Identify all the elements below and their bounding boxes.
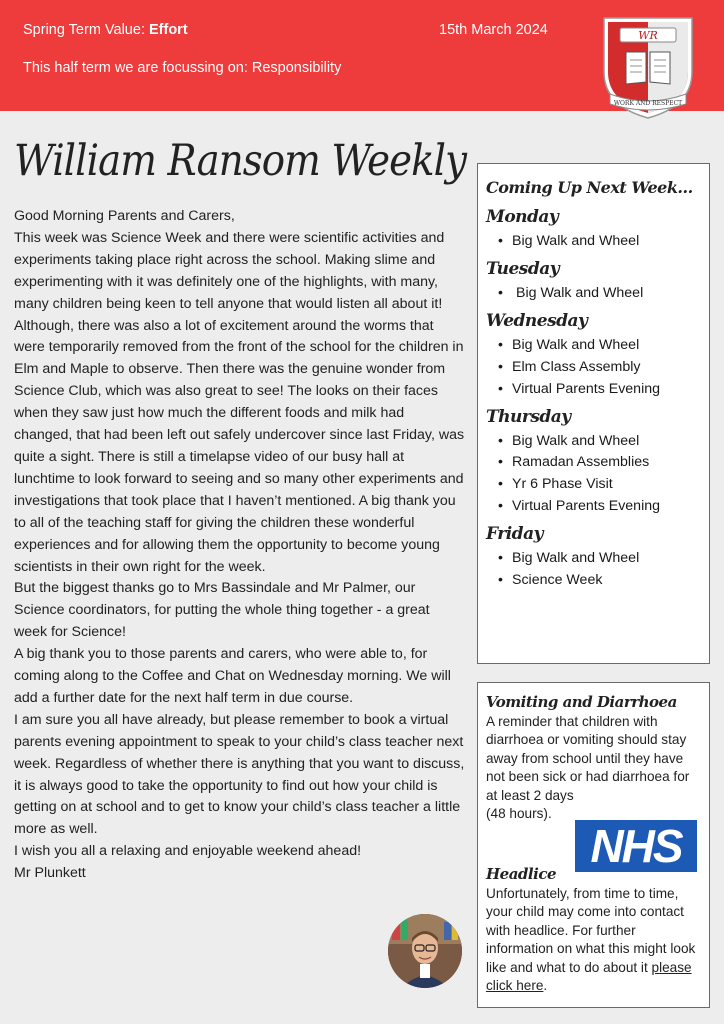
list-item: • Elm Class Assembly [498, 357, 699, 379]
day-thursday: Thursday [486, 406, 571, 427]
vomiting-heading: Vomiting and Diarrhoea [486, 693, 677, 711]
headteacher-photo [388, 914, 462, 988]
vomiting-text: A reminder that children with diarrhoea or vomiting should stay away from school until they have not been sick or had diarrhoea for at least 2 days [486, 714, 690, 803]
list-item: • Big Walk and Wheel [498, 431, 699, 453]
list-item: • Virtual Parents Evening [498, 379, 699, 401]
letter-greeting: Good Morning Parents and Carers, [14, 208, 235, 224]
friday-list [486, 548, 699, 592]
letter-paragraph: I am sure you all have already, but please remember to book a virtual parents evening appointment to speak to your child’s class teacher next week. Regardless of whether there is anything that you want to discuss, it is always good to take the opportunity to find out how your child is getting on at school and to get to know your child’s class teacher a little more as well. [14, 711, 465, 838]
list-item: • Big Walk and Wheel [498, 283, 699, 305]
letter-signature: Mr Plunkett [14, 865, 86, 882]
list-item: • Big Walk and Wheel [498, 335, 699, 357]
headlice-section [486, 865, 704, 995]
headlice-body: Unfortunately, from time to time, your child may come into contact with headlice. For further information on what this might look like and what to do about it [486, 886, 696, 975]
coming-up-next-week-panel [477, 163, 710, 664]
headteacher-letter [14, 206, 466, 885]
list-item: • Big Walk and Wheel [498, 548, 699, 570]
tuesday-list [486, 283, 699, 305]
monday-list [486, 231, 699, 253]
letter-closing: I wish you all a relaxing and enjoyable weekend ahead! [14, 843, 362, 860]
term-value [23, 22, 188, 38]
day-monday: Monday [486, 207, 559, 227]
thursday-list [486, 431, 699, 519]
headteacher-portrait-icon [388, 914, 462, 988]
crest-motto: WORK AND RESPECT [613, 100, 683, 107]
term-value-word: Effort [149, 22, 188, 38]
newsletter-date: 15th March 2024 [439, 22, 548, 38]
term-value-label: Spring Term Value: [23, 22, 149, 38]
list-item: • Science Week [498, 570, 699, 592]
newsletter-title: William Ransom Weekly [14, 136, 467, 186]
day-tuesday: Tuesday [486, 258, 560, 279]
list-item: • Big Walk and Wheel [498, 231, 699, 253]
school-crest-logo [600, 12, 696, 120]
list-item: • Virtual Parents Evening [498, 496, 699, 518]
day-wednesday: Wednesday [486, 310, 588, 331]
vomiting-text-end: (48 hours). [486, 806, 552, 822]
crest-initials: WR [638, 29, 658, 42]
list-item: • Ramadan Assemblies [498, 452, 699, 474]
letter-paragraph: This week was Science Week and there were scientific activities and experiments taking place right across the school. Making slime and experimenting with it was definitely one of the highlights, with many, many children being keen to tell anyone that would listen all about it! Although, there was also a lot of excitement around the worms that were temporarily removed from the front of the school for the children in Elm and Maple to observe. Then there was the genuine wonder from Science Club, which was also great to see! The looks on their faces when they saw just how much the different foods and milk had changed, that had been left out safely undercover since last Friday, was quite a sight. There is still a timelapse video of our busy hall at lunchtime to look forward to seeing and so many other experiments and investigations that took place that I haven’t mentioned. A big thank you to all of the teaching staff for giving the children these wonderful experiences and for allowing them the opportunity to become young scientists in their own right for the week. [14, 229, 465, 575]
nhs-logo: NHS [575, 820, 697, 872]
half-term-focus: This half term we are focussing on: Responsibility [23, 60, 342, 76]
letter-paragraph: A big thank you to those parents and carers, who were able to, for coming along to the Coffee and Chat on Wednesday morning. We will add a further date for the next half term in due course. [14, 646, 451, 706]
wednesday-list [486, 335, 699, 401]
list-item: • Yr 6 Phase Visit [498, 474, 699, 496]
headlice-period: . [543, 978, 548, 994]
headlice-text [486, 885, 704, 995]
headlice-heading: Headlice [486, 865, 556, 883]
health-notices-panel [477, 682, 710, 1008]
letter-paragraph: But the biggest thanks go to Mrs Bassindale and Mr Palmer, our Science coordinators, for putting the whole thing together - a great week for Science! [14, 580, 430, 641]
day-friday: Friday [486, 524, 543, 545]
coming-up-heading: Coming Up Next Week... [486, 178, 693, 197]
headlice-info-link[interactable]: please click here [486, 959, 692, 994]
